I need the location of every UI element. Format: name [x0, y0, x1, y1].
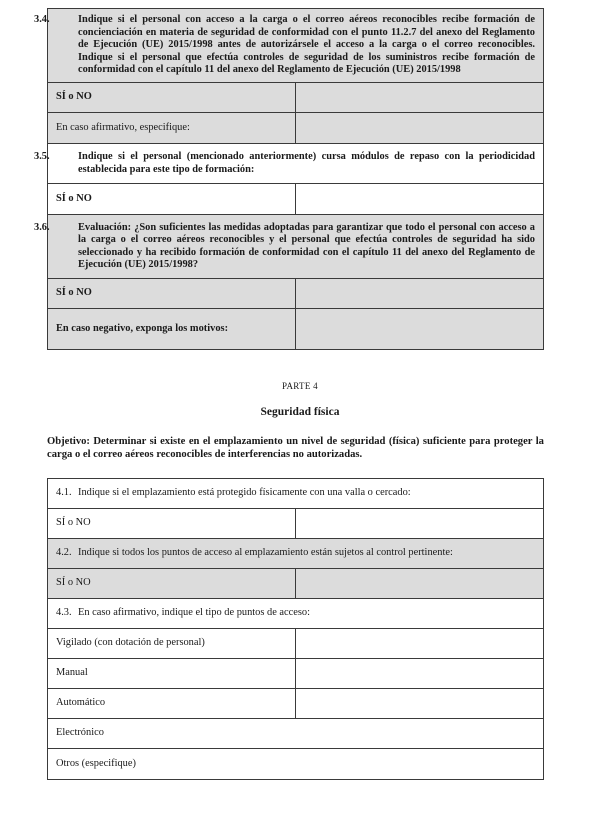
question-4-1-row	[48, 479, 544, 509]
question-3-5-row	[48, 144, 544, 184]
objective-text: Determinar si existe en el emplazamiento un nivel de seguridad (física) suficiente para proteger la carga o el correo aéreos reconocibles de interferencias no autorizadas.	[47, 436, 544, 460]
question-4-3-row	[48, 599, 544, 629]
question-text: Indique si todos los puntos de acceso al emplazamiento están sujetos al control pertinente:	[78, 547, 453, 559]
question-4-1	[48, 479, 544, 509]
question-number: 3.5.	[34, 151, 50, 163]
yes-no-label: SÍ o NO	[48, 279, 296, 309]
question-4-1-yes-no-row	[48, 509, 544, 539]
question-4-3	[48, 599, 544, 629]
question-3-5	[34, 144, 544, 184]
question-3-6-yes-no-row	[48, 279, 544, 309]
yes-no-label: SÍ o NO	[48, 569, 296, 599]
yes-no-label: SÍ o NO	[48, 184, 296, 215]
yes-no-label: SÍ o NO	[48, 509, 296, 539]
question-3-4-yes-no-row	[48, 83, 544, 113]
question-3-6-reasons-row	[48, 309, 544, 350]
access-type-row-guarded	[48, 629, 544, 659]
question-number: 3.4.	[34, 14, 50, 26]
question-text: Indique si el emplazamiento está protegido físicamente con una valla o cercado:	[78, 487, 411, 499]
question-4-2-row	[48, 539, 544, 569]
question-text: Indique si el personal con acceso a la carga o el correo aéreos reconocibles recibe formación de concienciación en materia de seguridad de conformidad con el punto 11.2.7 del anexo del Reglamento de Ejecución (UE) 2015/1998 antes de autorizársele el acceso a la carga o el correo reconocibles. Indique si el personal que efectúa controles de seguridad de los suministros recibe formación de conformidad con el capítulo 11 del anexo del Reglamento de Ejecución (UE) 2015/1998	[78, 14, 535, 76]
access-type-field[interactable]	[296, 689, 544, 719]
access-type-row-automatic	[48, 689, 544, 719]
reasons-label: En caso negativo, exponga los motivos:	[48, 309, 296, 350]
specify-field[interactable]	[296, 113, 544, 144]
objective-label: Objetivo:	[47, 436, 90, 447]
access-type-label[interactable]: Otros (especifique)	[48, 749, 544, 780]
question-text: Evaluación: ¿Son suficientes las medidas adoptadas para garantizar que todo el personal con acceso a la carga o el correo aéreos reconocibles y el personal que efectúa controles de seguridad ha sido seleccionado y ha recibido formación de conformidad con el capítulo 11 del anexo del Reglamento de Ejecución (UE) 2015/1998?	[78, 221, 535, 270]
access-type-field[interactable]	[296, 659, 544, 689]
access-type-row-other	[48, 749, 544, 780]
yes-no-field[interactable]	[296, 279, 544, 309]
section-title: Seguridad física	[260, 406, 340, 418]
yes-no-label: SÍ o NO	[48, 83, 296, 113]
question-3-4-specify-row	[48, 113, 544, 144]
part-label: PARTE 4	[282, 381, 318, 391]
question-4-2-yes-no-row	[48, 569, 544, 599]
question-text: Indique si el personal (mencionado anteriormente) cursa módulos de repaso con la periodicidad establecida para este tipo de formación:	[78, 151, 535, 175]
yes-no-field[interactable]	[296, 83, 544, 113]
access-type-label[interactable]: Electrónico	[48, 719, 544, 749]
access-type-row-electronic	[48, 719, 544, 749]
question-3-4	[34, 9, 544, 83]
question-3-6-row	[48, 215, 544, 279]
yes-no-field[interactable]	[296, 184, 544, 215]
question-number: 4.2.	[56, 547, 72, 559]
access-type-field[interactable]	[296, 629, 544, 659]
access-type-row-manual	[48, 659, 544, 689]
reasons-field[interactable]	[296, 309, 544, 350]
part4-form-table	[47, 478, 544, 780]
question-3-6	[34, 215, 544, 279]
access-type-label: Automático	[48, 689, 296, 719]
specify-label: En caso afirmativo, especifique:	[48, 113, 296, 144]
yes-no-field[interactable]	[296, 569, 544, 599]
question-number: 4.1.	[56, 487, 72, 499]
question-number: 4.3.	[56, 607, 72, 619]
access-type-label: Manual	[48, 659, 296, 689]
question-4-2	[48, 539, 544, 569]
question-text: En caso afirmativo, indique el tipo de puntos de acceso:	[78, 607, 310, 619]
part3-form-table	[34, 8, 544, 350]
question-number: 3.6.	[34, 221, 50, 233]
access-type-label: Vigilado (con dotación de personal)	[48, 629, 296, 659]
yes-no-field[interactable]	[296, 509, 544, 539]
objective-paragraph	[47, 436, 544, 461]
question-3-5-yes-no-row	[48, 184, 544, 215]
question-3-4-row	[48, 9, 544, 83]
